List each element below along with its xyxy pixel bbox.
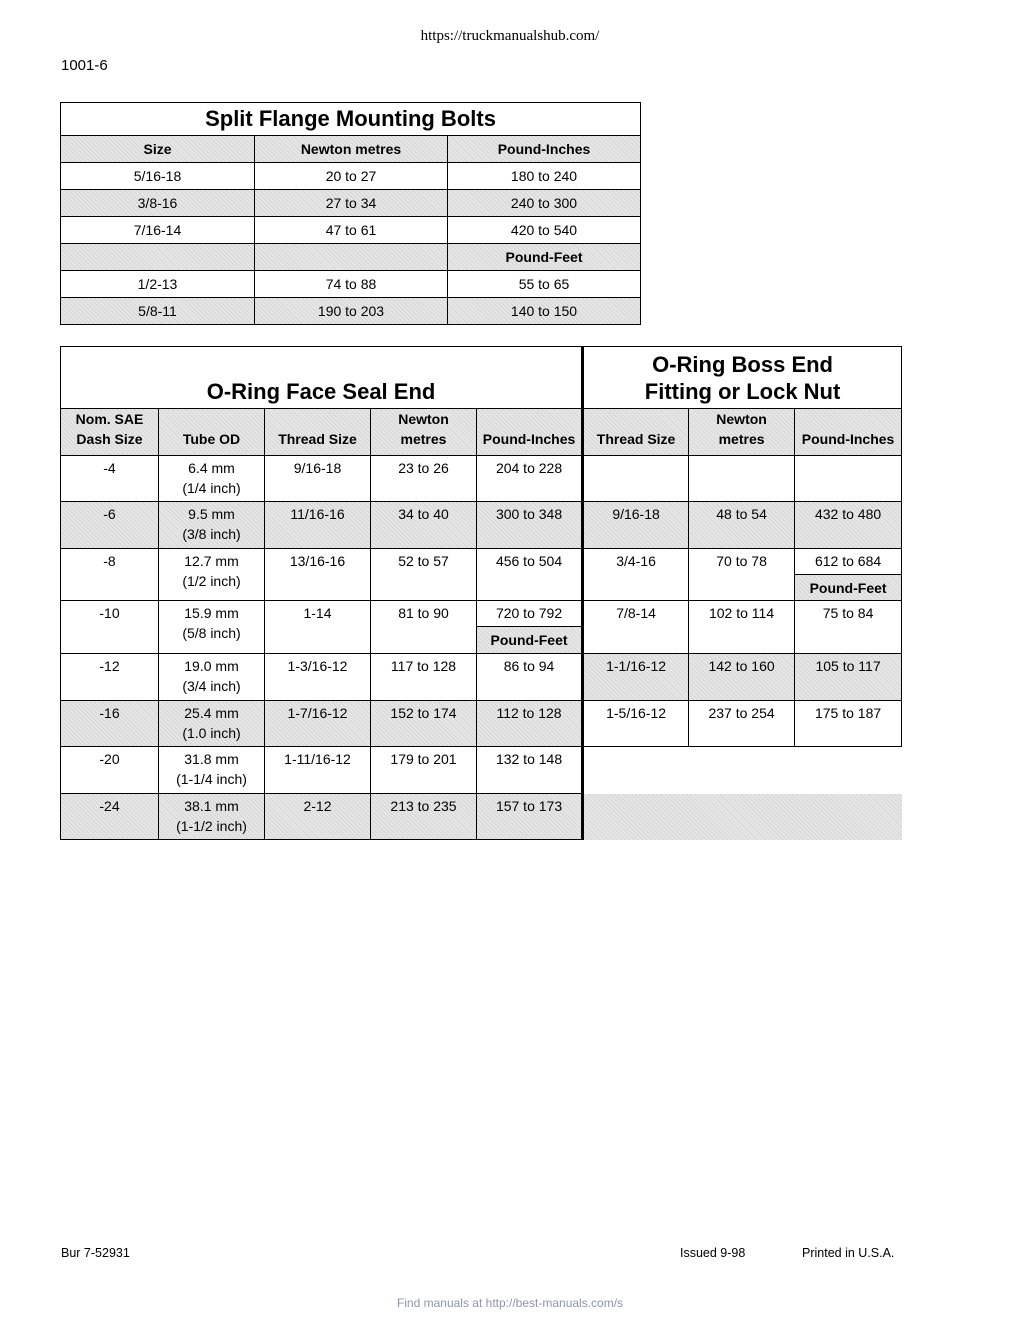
table-row bbox=[61, 163, 641, 190]
table-cell: 180 to 240 bbox=[448, 163, 641, 190]
table-cell: 27 to 34 bbox=[255, 190, 448, 217]
table-row: -10 15.9 mm (5/8 inch) 1-14 81 to 90 720 to 792 7/8-14 102 to 114 75 to 84 bbox=[61, 601, 902, 627]
issued-date: Issued 9-98 bbox=[680, 1246, 746, 1260]
header-url[interactable]: https://truckmanualshub.com/ bbox=[420, 28, 600, 44]
table-row: -8 12.7 mm (1/2 inch) 13/16-16 52 to 57 456 to 504 3/4-16 70 to 78 612 to 684 bbox=[61, 549, 902, 575]
bottom-url-link[interactable]: Find manuals at http://best-manuals.com/s bbox=[396, 1296, 624, 1310]
table-row bbox=[61, 244, 641, 271]
table-row: -6 9.5 mm (3/8 inch) 11/16-16 34 to 40 300 to 348 9/16-18 48 to 54 432 to 480 bbox=[61, 502, 902, 549]
col-header-boss-pound-inches: Pound-Inches bbox=[795, 409, 902, 456]
table-cell: 190 to 203 bbox=[255, 298, 448, 325]
table-row: -16 25.4 mm (1.0 inch) 1-7/16-12 152 to 174 112 to 128 1-5/16-12 237 to 254 175 to 187 bbox=[61, 701, 902, 747]
table-row bbox=[61, 190, 641, 217]
table-cell: 47 to 61 bbox=[255, 217, 448, 244]
table-row: -20 31.8 mm (1-1/4 inch) 1-11/16-12 179 to 201 132 to 148 bbox=[61, 747, 902, 794]
table-cell: 140 to 150 bbox=[448, 298, 641, 325]
table-row bbox=[61, 271, 641, 298]
page-number: 1001-6 bbox=[61, 57, 108, 74]
col-header-boss-newton-metres: Newton metres bbox=[689, 409, 795, 456]
boss-title-line1: O-Ring Boss End bbox=[652, 351, 833, 377]
col-header-dash-size: Nom. SAE Dash Size bbox=[61, 409, 159, 456]
col-header-thread-size: Thread Size bbox=[265, 409, 371, 456]
o-ring-table bbox=[60, 346, 902, 840]
table-cell: 5/16-18 bbox=[61, 163, 255, 190]
split-flange-table bbox=[60, 102, 641, 325]
table-cell: 55 to 65 bbox=[448, 271, 641, 298]
table-cell bbox=[255, 244, 448, 271]
pound-feet-label: Pound-Feet bbox=[477, 627, 583, 654]
table-cell: 74 to 88 bbox=[255, 271, 448, 298]
table-cell: 420 to 540 bbox=[448, 217, 641, 244]
table-cell: 7/16-14 bbox=[61, 217, 255, 244]
table-row bbox=[61, 298, 641, 325]
o-ring-face-seal-title: O-Ring Face Seal End bbox=[61, 347, 583, 409]
col-header-size: Size bbox=[61, 136, 255, 163]
table-row: -4 6.4 mm (1/4 inch) 9/16-18 23 to 26 204 to 228 bbox=[61, 456, 902, 502]
pound-feet-label: Pound-Feet bbox=[795, 575, 902, 601]
printed-in: Printed in U.S.A. bbox=[802, 1246, 895, 1260]
pound-feet-label: Pound-Feet bbox=[448, 244, 641, 271]
table-cell: 3/8-16 bbox=[61, 190, 255, 217]
col-header-newton-metres: Newton metres bbox=[371, 409, 477, 456]
split-flange-title: Split Flange Mounting Bolts bbox=[61, 103, 641, 136]
table-row bbox=[61, 217, 641, 244]
col-header-pound-inches: Pound-Inches bbox=[477, 409, 583, 456]
table-row: -24 38.1 mm (1-1/2 inch) 2-12 213 to 235 157 to 173 bbox=[61, 794, 902, 840]
doc-number: Bur 7-52931 bbox=[61, 1246, 130, 1260]
col-header-boss-thread-size: Thread Size bbox=[583, 409, 689, 456]
table-cell: 5/8-11 bbox=[61, 298, 255, 325]
boss-title-line2: Fitting or Lock Nut bbox=[644, 378, 841, 404]
table-row: -12 19.0 mm (3/4 inch) 1-3/16-12 117 to 128 86 to 94 1-1/16-12 142 to 160 105 to 117 bbox=[61, 654, 902, 701]
table-cell: 240 to 300 bbox=[448, 190, 641, 217]
col-header-tube-od: Tube OD bbox=[159, 409, 265, 456]
col-header-newton-metres: Newton metres bbox=[255, 136, 448, 163]
table-cell bbox=[61, 244, 255, 271]
o-ring-boss-title bbox=[583, 347, 902, 409]
col-header-pound-inches: Pound-Inches bbox=[448, 136, 641, 163]
table-cell: 1/2-13 bbox=[61, 271, 255, 298]
table-cell: 20 to 27 bbox=[255, 163, 448, 190]
